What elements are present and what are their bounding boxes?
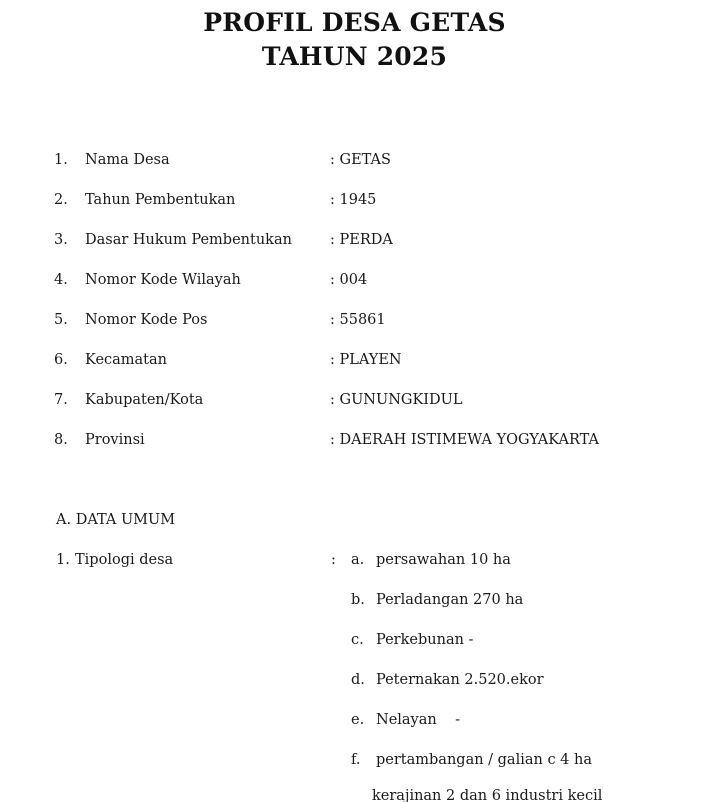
- tipologi-option-nelayan: Nelayan -: [376, 712, 461, 728]
- profile-value-provinsi: : DAERAH ISTIMEWA YOGYAKARTA: [330, 432, 600, 448]
- profile-label-provinsi: Provinsi: [85, 432, 145, 448]
- document-title: PROFIL DESA GETAS: [203, 8, 506, 37]
- tipologi-option-letter-b: b.: [351, 592, 365, 608]
- profile-num-8: 8.: [54, 432, 68, 448]
- tipologi-option-letter-c: c.: [351, 632, 364, 648]
- tipologi-option-cutoff-text: kerajinan 2 dan 6 industri kecil: [372, 788, 603, 802]
- tipologi-label: Tipologi desa: [75, 552, 174, 568]
- profile-value-kode-wilayah: : 004: [330, 272, 368, 288]
- tipologi-option-persawahan: persawahan 10 ha: [376, 552, 511, 568]
- profile-value-nama-desa: : GETAS: [330, 152, 391, 168]
- profile-label-kode-pos: Nomor Kode Pos: [85, 312, 208, 328]
- profile-label-kode-wilayah: Nomor Kode Wilayah: [85, 272, 241, 288]
- profile-num-3: 3.: [54, 232, 68, 248]
- profile-label-dasar-hukum: Dasar Hukum Pembentukan: [85, 232, 292, 248]
- profile-value-kecamatan: : PLAYEN: [330, 352, 402, 368]
- profile-value-kabupaten: : GUNUNGKIDUL: [330, 392, 463, 408]
- tipologi-option-perladangan: Perladangan 270 ha: [376, 592, 524, 608]
- profile-value-dasar-hukum: : PERDA: [330, 232, 393, 248]
- profile-num-5: 5.: [54, 312, 68, 328]
- section-heading-data-umum: A. DATA UMUM: [56, 512, 176, 528]
- profile-num-2: 2.: [54, 192, 68, 208]
- profile-label-kecamatan: Kecamatan: [85, 352, 167, 368]
- profile-label-kabupaten: Kabupaten/Kota: [85, 392, 204, 408]
- tipologi-option-pertambangan: pertambangan / galian c 4 ha: [376, 752, 592, 768]
- profile-label-tahun-pembentukan: Tahun Pembentukan: [85, 192, 236, 208]
- tipologi-option-letter-a: a.: [351, 552, 365, 568]
- tipologi-num: 1.: [56, 552, 70, 568]
- tipologi-option-perkebunan: Perkebunan -: [376, 632, 474, 648]
- tipologi-option-letter-f: f.: [351, 752, 361, 768]
- profile-num-6: 6.: [54, 352, 68, 368]
- profile-value-tahun-pembentukan: : 1945: [330, 192, 377, 208]
- document-subtitle-year: TAHUN 2025: [261, 42, 448, 71]
- profile-label-nama-desa: Nama Desa: [85, 152, 170, 168]
- profile-num-1: 1.: [54, 152, 68, 168]
- tipologi-option-letter-d: d.: [351, 672, 365, 688]
- tipologi-colon: :: [331, 552, 336, 568]
- profile-num-7: 7.: [54, 392, 68, 408]
- tipologi-option-peternakan: Peternakan 2.520.ekor: [376, 672, 544, 688]
- tipologi-option-letter-e: e.: [351, 712, 365, 728]
- profile-value-kode-pos: : 55861: [330, 312, 386, 328]
- profile-num-4: 4.: [54, 272, 68, 288]
